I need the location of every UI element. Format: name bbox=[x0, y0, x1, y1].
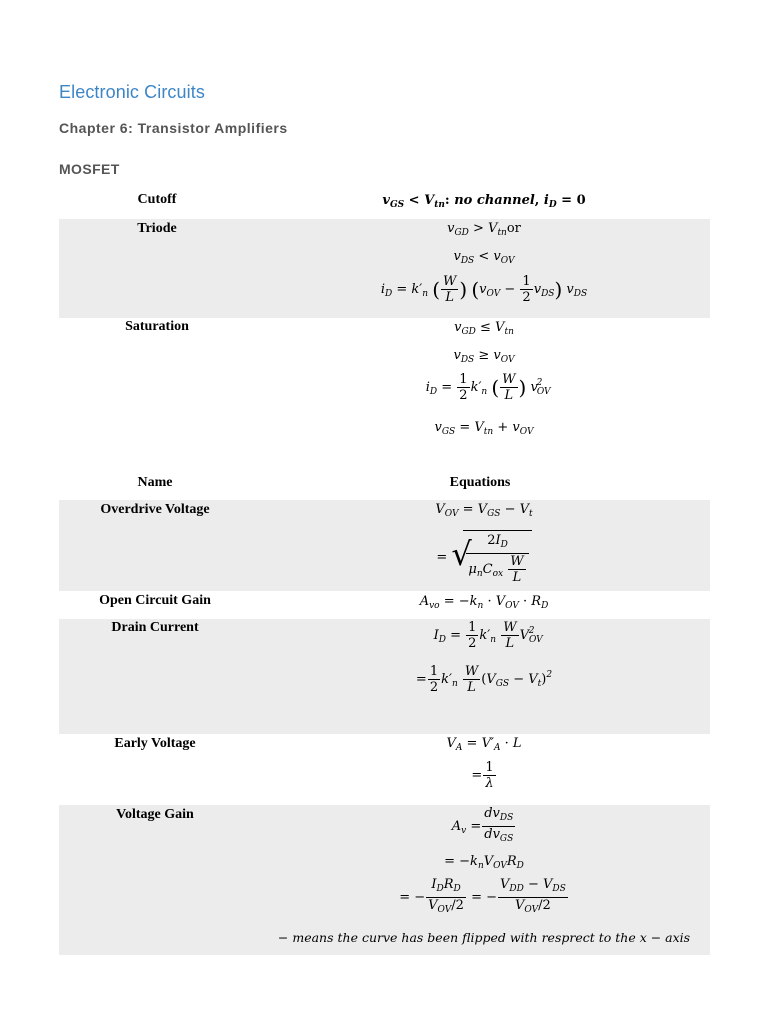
overdrive-eq-1: $V_{OV} = V_{GS} - V_t$ bbox=[435, 502, 533, 519]
early-voltage-eq-1: $V_A = V'_A \cdot L$ bbox=[446, 736, 522, 753]
row-label-voltage-gain: Voltage Gain bbox=[116, 807, 194, 822]
voltage-gain-eq-3: = − $\frac{I_DR_D}{V_{OV}/2}$ = − $\frac{V_{DD} - V_{DS}}{V_{OV}/2}$ bbox=[399, 877, 566, 915]
early-voltage-eq-2: = $\frac{1}{\lambda}$ bbox=[471, 760, 494, 791]
saturation-label: Saturation bbox=[125, 319, 189, 334]
triode-or-text: or bbox=[506, 221, 521, 236]
col-name-header: Name bbox=[137, 475, 173, 490]
cutoff-condition: no channel bbox=[454, 193, 535, 208]
row-label-drain-current: Drain Current bbox=[111, 620, 199, 635]
overdrive-eq-2: = √ $2I_D$ $\mu_nC_{ox}$ $\frac{W}{L}$ bbox=[259, 530, 709, 585]
row-label-overdrive-voltage: Overdrive Voltage bbox=[100, 502, 210, 517]
triode-label: Triode bbox=[137, 221, 177, 236]
drain-current-eq-1: $I_D$ = $\frac{1}{2}$ $k'_n$ $\frac{W}{L}$ $V_{OV}^2$ bbox=[433, 620, 543, 651]
document-title: Electronic Circuits bbox=[59, 82, 205, 102]
voltage-gain-note: − means the curve has been flipped with resprect to the x − axis bbox=[277, 930, 691, 945]
row-label-early-voltage: Early Voltage bbox=[114, 736, 196, 751]
section-heading: MOSFET bbox=[59, 161, 120, 177]
open-circuit-gain-eq: $A_{vo} = -k_n \cdot V_{OV} \cdot R_D$ bbox=[419, 594, 549, 611]
voltage-gain-eq-1: $A_v$ = $\frac{dv_{DS}}{dv_{GS}}$ bbox=[451, 806, 514, 844]
drain-current-eq-2: = $\frac{1}{2}$ $k'_n$ $\frac{W}{L}$ $(V_{GS} - V_t)^2$ bbox=[415, 664, 553, 695]
chapter-heading: Chapter 6: Transistor Amplifiers bbox=[59, 120, 288, 136]
saturation-eq-2: $v_{DS} \ge v_{OV}$ bbox=[453, 348, 515, 365]
saturation-eq-1: $v_{GD} \le V_{tn}$ bbox=[454, 320, 514, 337]
triode-eq-2: $v_{DS} < v_{OV}$ bbox=[453, 249, 515, 266]
saturation-eq-4: $v_{GS} = V_{tn} + v_{OV}$ bbox=[434, 420, 534, 437]
triode-eq-3: $i_D = k'_n$ ( $\frac{W}{L}$ ) ($v_{OV}$ − $\frac{1}{2}$ $v_{DS}$) $v_{DS}$ bbox=[380, 274, 588, 305]
saturation-eq-3: $i_D$ = $\frac{1}{2}$ $k'_n$ ( $\frac{W}{L}$ ) $v_{OV}^2$ bbox=[425, 372, 551, 403]
voltage-gain-eq-2: = $-k_nV_{OV}R_D$ bbox=[444, 854, 524, 871]
triode-eq-1: $v_{GD} > V_{tn}or$ bbox=[447, 221, 521, 238]
row-label-open-circuit-gain: Open Circuit Gain bbox=[99, 593, 211, 608]
cutoff-label: Cutoff bbox=[137, 192, 177, 207]
cutoff-equation: $v_{GS} < V_{tn}$: no channel, $i_D = 0$ bbox=[382, 193, 586, 210]
col-equations-header: Equations bbox=[449, 475, 511, 490]
